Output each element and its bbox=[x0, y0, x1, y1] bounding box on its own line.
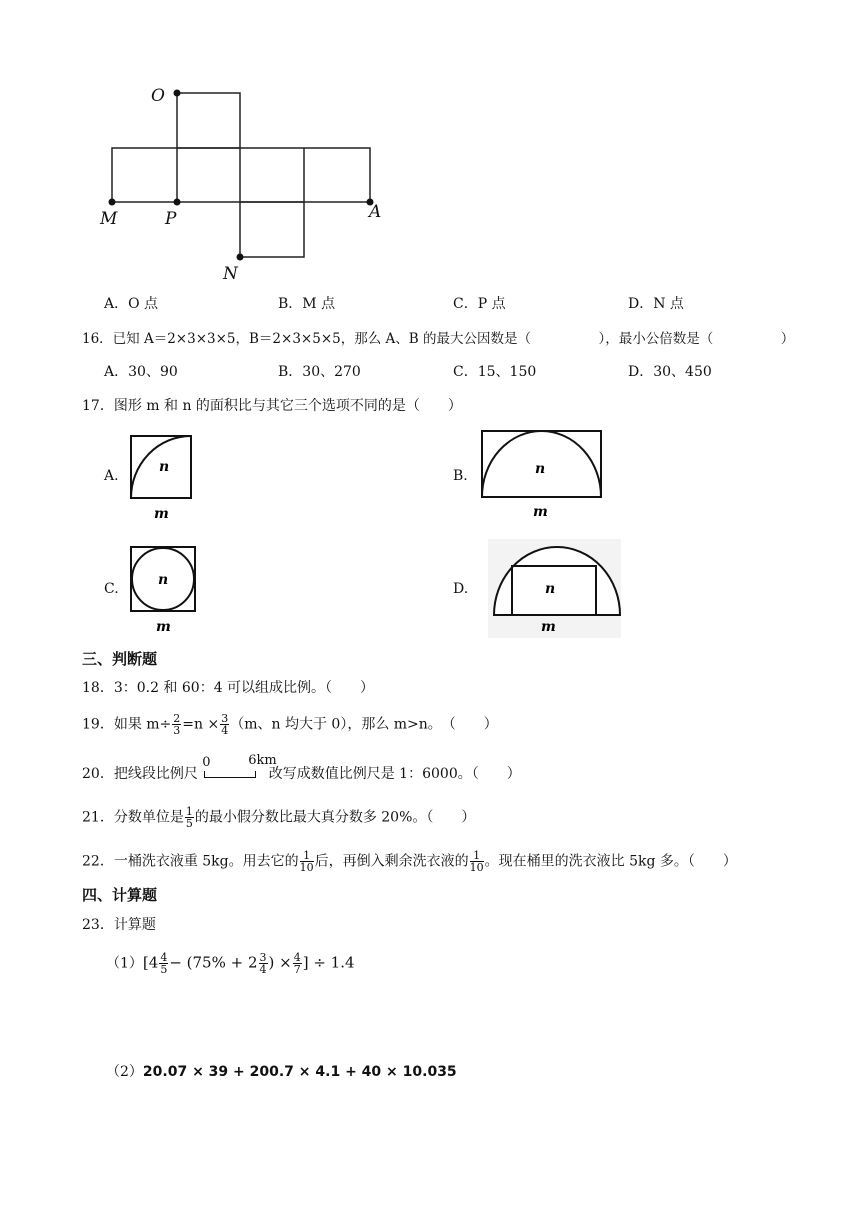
section-calculation-title: 四、计算题 bbox=[82, 886, 158, 904]
q23-p1-fraction-3: $\frac{4}{7}$ bbox=[293, 951, 301, 976]
q17-d-n: n bbox=[545, 581, 556, 597]
q23-stem: 23．计算题 bbox=[82, 917, 156, 933]
q19-stem: 19．如果 m÷ $\frac{2}{3}$ =n × $\frac{3}{4}$ （m、n 均大于 0），那么 m>n。 （ ） bbox=[82, 712, 498, 737]
q17-c-m: m bbox=[156, 619, 171, 635]
q17-figure-c bbox=[125, 541, 205, 636]
q23-p1-fraction-1: $\frac{4}{5}$ bbox=[160, 951, 168, 976]
cube-net-figure bbox=[95, 80, 395, 285]
label-a: A bbox=[369, 202, 382, 222]
q17-d-m: m bbox=[541, 619, 556, 635]
q17-option-c-label[interactable]: C. bbox=[104, 581, 119, 597]
q21-fraction: $\frac{1}{5}$ bbox=[185, 805, 193, 830]
point-p bbox=[174, 199, 181, 206]
q17-b-n: n bbox=[535, 461, 546, 477]
label-o: O bbox=[151, 86, 165, 106]
point-n bbox=[237, 254, 244, 261]
q17-c-n: n bbox=[158, 572, 169, 588]
q22-fraction-1: $\frac{1}{10}$ bbox=[299, 849, 314, 874]
q21-stem: 21．分数单位是 $\frac{1}{5}$ 的最小假分数比最大真分数多 20%。（ ） bbox=[82, 805, 476, 830]
line-scale-bar: 0 6km bbox=[202, 761, 264, 783]
q17-figure-d bbox=[488, 539, 621, 638]
q15-option-d[interactable]: D．N 点 bbox=[628, 296, 684, 312]
q20-stem: 20．把线段比例尺 0 6km 改写成数值比例尺是 1：6000。（ ） bbox=[82, 753, 521, 782]
q17-a-n: n bbox=[159, 459, 170, 475]
q17-a-m: m bbox=[154, 506, 169, 522]
q23-part-2: （2）20.07 × 39 + 200.7 × 4.1 + 40 × 10.035 bbox=[106, 1064, 457, 1080]
q18-stem: 18．3：0.2 和 60：4 可以组成比例。（ ） bbox=[82, 680, 375, 696]
q15-option-b[interactable]: B．M 点 bbox=[278, 296, 336, 312]
q19-fraction-2: $\frac{3}{4}$ bbox=[221, 712, 229, 737]
label-m: M bbox=[100, 209, 118, 229]
q16-option-b[interactable]: B．30、270 bbox=[278, 364, 361, 380]
q17-option-a-label[interactable]: A. bbox=[104, 468, 119, 484]
q17-stem: 17．图形 m 和 n 的面积比与其它三个选项不同的是（ ） bbox=[82, 398, 462, 414]
q15-option-c[interactable]: C．P 点 bbox=[453, 296, 506, 312]
q23-p1-fraction-2: $\frac{3}{4}$ bbox=[259, 951, 267, 976]
q15-option-a[interactable]: A．O 点 bbox=[104, 296, 159, 312]
q22-fraction-2: $\frac{1}{10}$ bbox=[469, 849, 484, 874]
label-n: N bbox=[223, 264, 238, 284]
q16-stem: 16．已知 A＝2×3×3×5，B＝2×3×5×5，那么 A、B 的最大公因数是（ ），最小公倍数是（ ） bbox=[82, 331, 795, 347]
q16-option-d[interactable]: D．30、450 bbox=[628, 364, 712, 380]
q17-figure-b bbox=[476, 425, 606, 520]
q22-stem: 22．一桶洗衣液重 5kg。用去它的 $\frac{1}{10}$ 后，再倒入剩余洗衣液的 $\frac{1}{10}$ 。现在桶里的洗衣液比 5kg 多。（ ） bbox=[82, 849, 737, 874]
section-judgment-title: 三、判断题 bbox=[82, 650, 158, 668]
label-p: P bbox=[165, 209, 177, 229]
q16-option-c[interactable]: C．15、150 bbox=[453, 364, 537, 380]
q17-b-m: m bbox=[533, 504, 548, 520]
q23-part-1: （1）[4 $\frac{4}{5}$ − (75% + 2 $\frac{3}{4}$ ) × $\frac{4}{7}$ ] ÷ 1.4 bbox=[106, 951, 355, 976]
q17-figure-a bbox=[125, 430, 200, 525]
point-m bbox=[109, 199, 116, 206]
q16-option-a[interactable]: A．30、90 bbox=[104, 364, 178, 380]
q19-fraction-1: $\frac{2}{3}$ bbox=[173, 712, 181, 737]
q17-option-b-label[interactable]: B. bbox=[453, 468, 468, 484]
point-o bbox=[174, 90, 181, 97]
q17-option-d-label[interactable]: D. bbox=[453, 581, 469, 597]
